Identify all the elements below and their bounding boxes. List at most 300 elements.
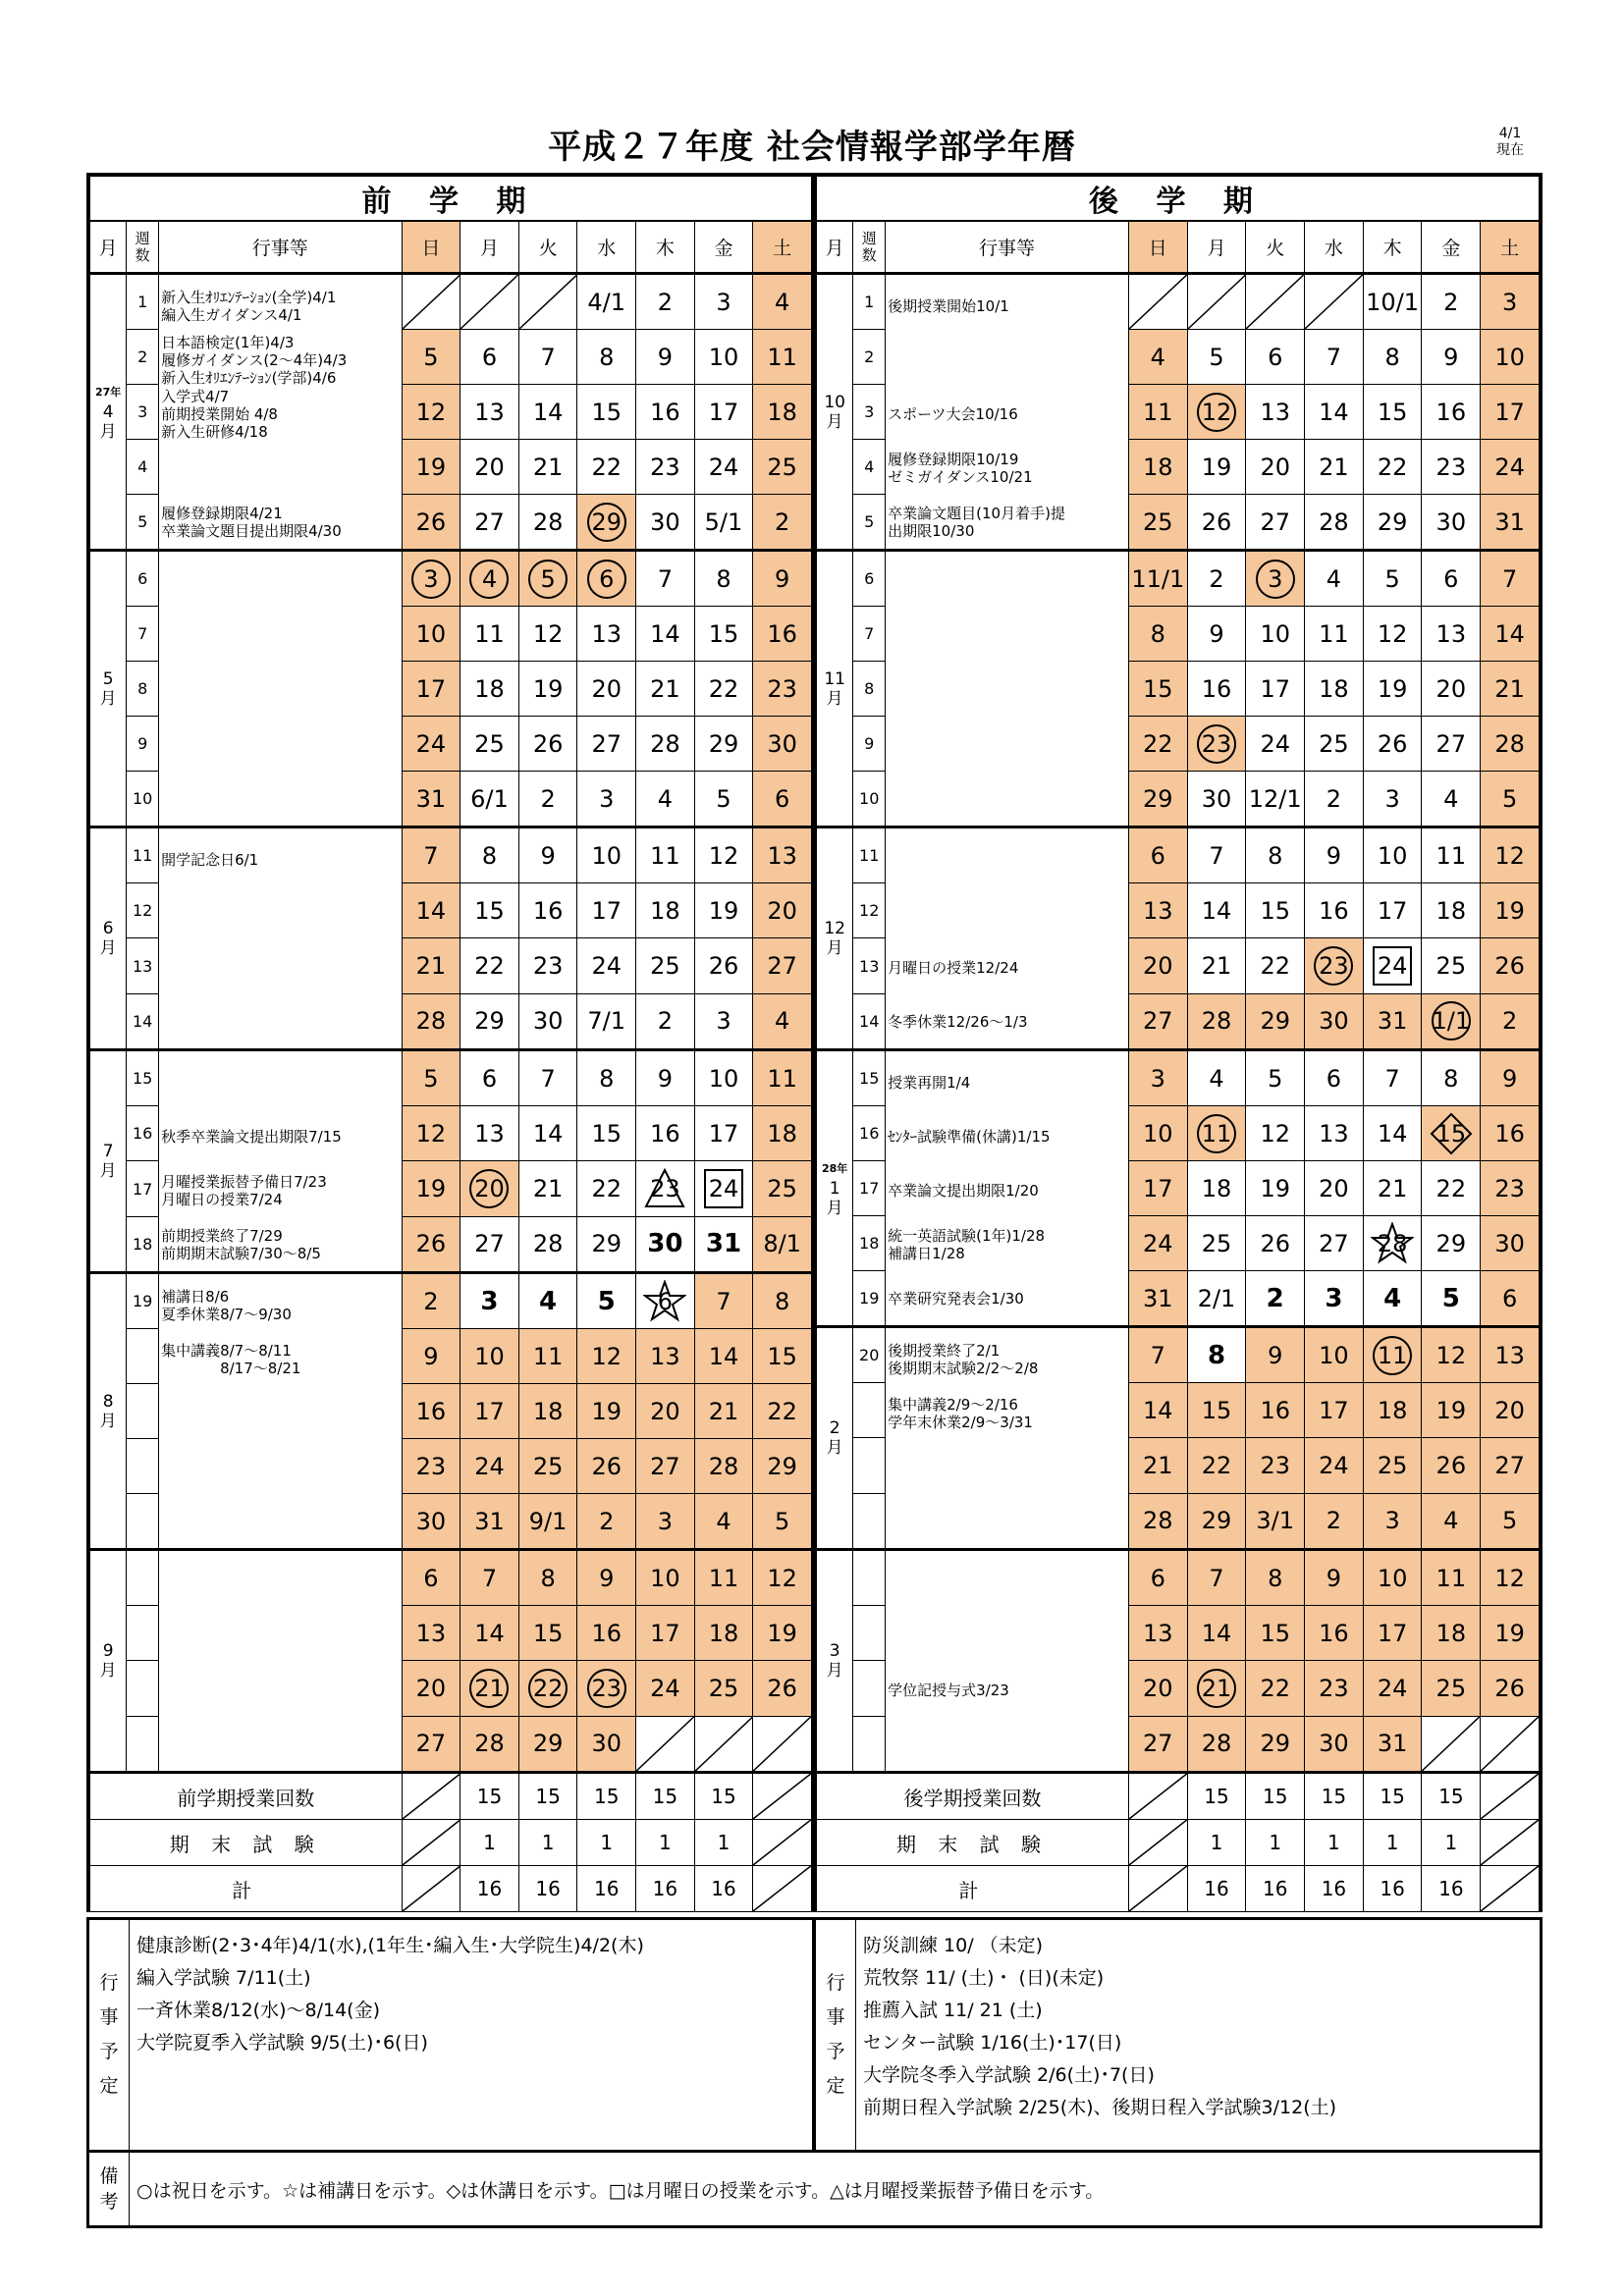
day-number: 22 [1143, 729, 1173, 758]
day-number: 4 [1383, 1283, 1402, 1313]
day-number: 21 [708, 1397, 739, 1425]
day-cell [402, 1494, 460, 1550]
day-cell [577, 1161, 636, 1216]
day-number: 2 [775, 507, 790, 536]
day-number: 27 [1143, 1007, 1173, 1036]
day-number: 25 [474, 729, 505, 758]
week-number [127, 1494, 159, 1550]
day-number: 19 [708, 896, 739, 925]
day-cell [1128, 938, 1187, 993]
day-number: 3 [1384, 1507, 1400, 1535]
blank-day-slash [403, 1820, 460, 1865]
day-number: 11 [1201, 1119, 1232, 1148]
day-cell [402, 1106, 460, 1161]
day-number: 25 [767, 1175, 797, 1203]
day-cell [1422, 1216, 1481, 1271]
day-number: 12 [1260, 1119, 1290, 1148]
day-cell [577, 1106, 636, 1161]
day-number: 29 [1435, 1229, 1467, 1257]
day-number: 5 [540, 564, 556, 593]
day-number: 4 [657, 784, 673, 813]
day-number: 8 [599, 1064, 615, 1093]
day-cell [1305, 1550, 1364, 1606]
day-cell [636, 330, 695, 385]
day-cell [402, 717, 460, 772]
day-number: 31 [474, 1507, 505, 1535]
day-cell [753, 1384, 812, 1439]
day-cell [1187, 717, 1246, 772]
day-cell [636, 1550, 695, 1606]
week-number: 15 [853, 1050, 886, 1106]
day-cell [1481, 607, 1540, 662]
day-number: 23 [767, 674, 797, 703]
month-label-text: 6 月 [99, 919, 117, 958]
day-number: 28 [1201, 1730, 1232, 1758]
event-entry [888, 832, 1126, 886]
week-number [853, 1550, 886, 1606]
blank-day-slash [1129, 1866, 1187, 1911]
day-cell [402, 993, 460, 1049]
day-cell [694, 1329, 753, 1384]
blank-day-slash [753, 1774, 811, 1819]
day-number: 17 [708, 1119, 739, 1148]
summary-blank-cell [753, 1866, 812, 1912]
day-number: 27 [767, 952, 797, 981]
day-number: 28 [1201, 1007, 1232, 1036]
day-cell [1246, 1493, 1305, 1549]
blank-day-slash [753, 1866, 811, 1911]
event-entry: 日本語検定(1年)4/3 履修ガイダンス(2～4年)4/3 新入生ｵﾘｴﾝﾃｰｼｮﾝ(学部)4/6 [161, 333, 348, 387]
week-number: 10 [853, 772, 886, 828]
event-entry: 秋季卒業論文提出期限7/15 [161, 1127, 342, 1146]
day-cell [636, 607, 695, 662]
day-cell [1363, 330, 1422, 385]
day-cell [402, 1216, 460, 1272]
event-entry [888, 718, 1126, 772]
day-number: 8 [599, 343, 615, 371]
event-entry: 補講日8/6 夏季休業8/7～9/30 [161, 1287, 292, 1323]
day-cell [1128, 1050, 1187, 1106]
event-entry [161, 610, 399, 664]
day-cell [694, 440, 753, 495]
day-number: 26 [415, 507, 447, 536]
day-cell [1363, 1661, 1422, 1716]
day-number: 28 [474, 1730, 505, 1758]
day-cell [577, 1550, 636, 1606]
day-cell [1246, 1327, 1305, 1383]
summary-blank-cell [1481, 1773, 1540, 1820]
day-number: 29 [1143, 784, 1173, 813]
header-row [90, 221, 812, 274]
day-cell [460, 1216, 519, 1272]
summary-value: 1 [1422, 1820, 1481, 1866]
event-entry [888, 1717, 1126, 1771]
event-entry [888, 333, 1126, 387]
event-entry: 卒業論文提出期限1/20 [888, 1181, 1039, 1200]
day-cell [1481, 772, 1540, 828]
day-number: 24 [415, 729, 447, 758]
day-number: 21 [1143, 1452, 1173, 1480]
week-number: 17 [853, 1161, 886, 1216]
day-cell [460, 1329, 519, 1384]
day-number: 9 [599, 1564, 615, 1592]
summary-value: 16 [577, 1866, 636, 1912]
day-number: 11 [474, 619, 505, 648]
day-cell [460, 938, 519, 993]
week-number [853, 1606, 886, 1661]
summary-value: 16 [1305, 1866, 1364, 1912]
day-cell [460, 1050, 519, 1106]
day-number: 24 [1319, 1452, 1349, 1480]
day-number: 20 [1435, 674, 1467, 703]
day-number: 28 [708, 1452, 739, 1480]
day-cell [636, 662, 695, 717]
second-semester-schedule [813, 1917, 1543, 2153]
day-cell [694, 1384, 753, 1439]
day-cell [577, 993, 636, 1049]
day-cell [518, 1273, 577, 1329]
remarks-text: ○は祝日を示す。☆は補講日を示す。◇は休講日を示す。□は月曜日の授業を示す。△は月曜授業振替予備日を示す。 [136, 2180, 1105, 2202]
day-number: 11 [767, 1064, 797, 1093]
day-cell [577, 1050, 636, 1106]
day-cell [1363, 1106, 1422, 1161]
day-number: 21 [474, 1675, 505, 1703]
schedule-heading [89, 1920, 130, 2150]
day-cell [1422, 1550, 1481, 1606]
day-cell [636, 717, 695, 772]
week-number: 12 [853, 883, 886, 938]
day-cell [460, 1384, 519, 1439]
event-entry [888, 610, 1126, 664]
day-number: 13 [1319, 1119, 1349, 1148]
week-number: 18 [853, 1216, 886, 1271]
day-cell [1187, 662, 1246, 717]
week-row [90, 828, 812, 883]
day-cell [1187, 938, 1246, 993]
day-number: 16 [532, 896, 564, 925]
day-cell [1187, 1606, 1246, 1661]
blank-day-slash [403, 275, 460, 329]
day-number: 23 [1319, 1675, 1349, 1703]
day-cell [1246, 883, 1305, 938]
day-cell [1305, 1383, 1364, 1438]
day-number: 15 [591, 1119, 622, 1148]
day-number: 17 [1494, 398, 1525, 426]
summary-value: 1 [1246, 1820, 1305, 1866]
day-cell [694, 993, 753, 1049]
blank-day-slash [753, 1820, 811, 1865]
day-number: 22 [708, 674, 739, 703]
day-cell [636, 440, 695, 495]
day-cell [518, 551, 577, 607]
day-number: 30 [1435, 507, 1467, 536]
day-number: 6 [1501, 1284, 1518, 1312]
day-number: 5 [1268, 1064, 1283, 1093]
day-cell [1246, 440, 1305, 495]
day-cell [1363, 772, 1422, 828]
day-number: 22 [532, 1675, 564, 1703]
day-cell [1481, 1606, 1540, 1661]
weekday-header: 木 [1363, 221, 1422, 274]
day-number: 27 [1143, 1730, 1173, 1758]
day-cell [1481, 274, 1540, 330]
day-number: 8 [540, 1564, 556, 1592]
day-number: 10 [650, 1564, 680, 1592]
day-number: 3 [1325, 1283, 1343, 1313]
schedule-heading-char: 行 [99, 1972, 119, 1994]
day-number: 15 [1143, 674, 1173, 703]
day-number: 10 [591, 841, 622, 870]
blank-day-slash [403, 1866, 460, 1911]
day-cell [1305, 1716, 1364, 1772]
day-cell [1128, 495, 1187, 551]
day-number: 31 [1377, 1007, 1408, 1036]
day-cell [1246, 1106, 1305, 1161]
day-cell [1363, 1493, 1422, 1549]
day-number: 8 [1268, 841, 1283, 870]
day-cell [1305, 1661, 1364, 1716]
day-cell [636, 828, 695, 883]
day-number: 4 [716, 1507, 731, 1535]
summary-value: 15 [694, 1773, 753, 1820]
day-number: 9 [1268, 1341, 1283, 1369]
day-cell [1128, 1216, 1187, 1271]
event-entry: 授業再開1/4 [888, 1073, 971, 1092]
day-cell [577, 1494, 636, 1550]
day-cell [694, 772, 753, 828]
day-number: 26 [767, 1675, 797, 1703]
day-number: 23 [591, 1675, 622, 1703]
day-cell [577, 1329, 636, 1384]
week-row [817, 828, 1540, 883]
day-cell [1187, 1271, 1246, 1327]
day-number: 26 [415, 1230, 447, 1258]
day-cell [1305, 1106, 1364, 1161]
day-number: 22 [1260, 1675, 1290, 1703]
day-cell [1305, 883, 1364, 938]
summary-row [90, 1866, 812, 1912]
day-cell [1305, 717, 1364, 772]
day-number: 26 [532, 729, 564, 758]
day-cell [636, 1106, 695, 1161]
day-cell [636, 772, 695, 828]
day-cell [460, 1161, 519, 1216]
events-cell [886, 1050, 1129, 1327]
day-number: 12 [415, 398, 447, 426]
day-cell [636, 1384, 695, 1439]
day-cell [518, 1106, 577, 1161]
day-cell [460, 274, 519, 330]
day-cell [1481, 883, 1540, 938]
summary-value: 16 [694, 1866, 753, 1912]
week-number: 4 [853, 440, 886, 495]
day-cell [1481, 330, 1540, 385]
day-cell [1246, 607, 1305, 662]
day-number: 8 [716, 564, 731, 593]
event-entry [888, 1494, 1126, 1548]
day-cell [1246, 662, 1305, 717]
day-number: 9 [1209, 619, 1224, 648]
event-entry [888, 664, 1126, 718]
day-number: 8 [1384, 343, 1400, 371]
day-number: 30 [647, 1229, 683, 1259]
event-entry: 月曜授業振替予備日7/23 月曜日の授業7/24 [161, 1172, 327, 1208]
month-label [90, 551, 127, 828]
day-number: 26 [1494, 1675, 1525, 1703]
calendar-table [89, 176, 812, 1912]
day-cell [1128, 1271, 1187, 1327]
schedule-heading-char: 事 [99, 2006, 119, 2028]
day-cell [753, 1106, 812, 1161]
schedule-item: 編入学試験 7/11(土) [136, 1967, 311, 1989]
month-label [817, 551, 853, 828]
summary-value: 1 [460, 1820, 519, 1866]
summary-value: 15 [1305, 1773, 1364, 1820]
day-cell [1363, 1327, 1422, 1383]
blank-day-slash [1129, 1820, 1187, 1865]
day-number: 3 [480, 1286, 499, 1316]
day-number: 7 [1326, 343, 1342, 371]
summary-value: 15 [1363, 1773, 1422, 1820]
day-cell [518, 1716, 577, 1772]
day-cell [577, 1716, 636, 1772]
remarks-heading-char: 考 [99, 2191, 119, 2213]
weekday-header: 金 [1422, 221, 1481, 274]
day-cell [577, 551, 636, 607]
events-cell [886, 1327, 1129, 1550]
day-number: 10 [1143, 1119, 1173, 1148]
day-number: 22 [591, 453, 622, 481]
day-number: 13 [474, 1119, 505, 1148]
week-row [817, 274, 1540, 330]
day-number: 23 [1435, 453, 1467, 481]
blank-day-slash [519, 275, 577, 329]
day-number: 20 [1319, 1174, 1349, 1202]
day-number: 30 [591, 1730, 622, 1758]
event-entry [161, 1609, 399, 1663]
day-number: 16 [1201, 674, 1232, 703]
day-number: 3/1 [1256, 1507, 1295, 1535]
day-number: 12 [1494, 841, 1525, 870]
week-number: 6 [127, 551, 159, 607]
day-cell [1422, 274, 1481, 330]
day-number: 27 [415, 1730, 447, 1758]
summary-value: 15 [1422, 1773, 1481, 1820]
day-cell [694, 495, 753, 551]
day-cell [1481, 717, 1540, 772]
day-cell [1246, 330, 1305, 385]
day-number: 6 [1326, 1064, 1342, 1093]
day-number: 7 [1209, 841, 1224, 870]
day-number: 21 [650, 674, 680, 703]
summary-blank-cell [402, 1773, 460, 1820]
week-number: 11 [127, 828, 159, 883]
day-number: 2 [1326, 1507, 1342, 1535]
day-number: 18 [1435, 1619, 1467, 1647]
week-number: 19 [853, 1271, 886, 1327]
day-cell [1422, 1716, 1481, 1772]
week-number: 14 [853, 993, 886, 1049]
day-cell [636, 1329, 695, 1384]
day-number: 1/1 [1432, 1007, 1471, 1036]
day-number: 24 [1260, 729, 1290, 758]
day-number: 14 [1377, 1119, 1408, 1148]
day-number: 3 [1268, 564, 1283, 593]
day-number: 28 [650, 729, 680, 758]
day-number: 24 [650, 1675, 680, 1703]
day-cell [402, 662, 460, 717]
week-row [90, 1550, 812, 1606]
day-cell [518, 1439, 577, 1494]
schedule-item: 推薦入試 11/ 21 (土) [863, 2000, 1043, 2021]
day-cell [1187, 828, 1246, 883]
event-entry: 卒業研究発表会1/30 [888, 1289, 1024, 1308]
day-cell [1422, 1661, 1481, 1716]
schedule-list [863, 1930, 1336, 2124]
day-cell [1305, 662, 1364, 717]
week-number: 3 [127, 385, 159, 440]
day-cell [753, 938, 812, 993]
day-number: 17 [708, 398, 739, 426]
events-header: 行事等 [886, 221, 1129, 274]
page-title: 平成２７年度 社会情報学部学年暦 [548, 128, 1076, 167]
event-entry: 卒業論文題目(10月着手)提 出期限10/30 [888, 504, 1065, 540]
day-cell [1363, 1550, 1422, 1606]
week-number [127, 1439, 159, 1494]
day-cell [1481, 1271, 1540, 1327]
event-entry [161, 1717, 399, 1771]
day-cell [402, 1161, 460, 1216]
weekday-header: 月 [460, 221, 519, 274]
events-cell [159, 1550, 402, 1773]
day-number: 21 [532, 1175, 564, 1203]
day-number: 6 [1150, 841, 1165, 870]
day-cell [1246, 1383, 1305, 1438]
day-number: 14 [1201, 896, 1232, 925]
day-number: 8 [1443, 1064, 1459, 1093]
day-cell [1422, 1493, 1481, 1549]
events-cell [886, 551, 1129, 828]
day-cell [1305, 993, 1364, 1049]
blank-day-slash [1481, 1717, 1539, 1771]
day-number: 30 [1201, 784, 1232, 813]
day-number: 14 [650, 619, 680, 648]
event-entry [161, 718, 399, 772]
day-number: 28 [1143, 1507, 1173, 1535]
day-number: 19 [1201, 453, 1232, 481]
day-cell [1128, 662, 1187, 717]
day-number: 23 [1319, 952, 1349, 981]
day-cell [402, 1273, 460, 1329]
month-header: 月 [90, 221, 127, 274]
day-number: 12 [767, 1564, 797, 1592]
day-cell [1305, 1050, 1364, 1106]
day-cell [1481, 1327, 1540, 1383]
day-number: 18 [532, 1397, 564, 1425]
day-number: 30 [532, 1007, 564, 1036]
day-number: 4 [775, 1007, 790, 1036]
day-number: 2 [599, 1507, 615, 1535]
day-number: 27 [650, 1452, 680, 1480]
day-number: 3 [599, 784, 615, 813]
day-number: 3 [1150, 1064, 1165, 1093]
day-cell [753, 607, 812, 662]
day-cell [1422, 1161, 1481, 1216]
day-number: 17 [474, 1397, 505, 1425]
day-number: 21 [1201, 952, 1232, 981]
day-number: 20 [474, 453, 505, 481]
day-number: 13 [1494, 1341, 1525, 1369]
